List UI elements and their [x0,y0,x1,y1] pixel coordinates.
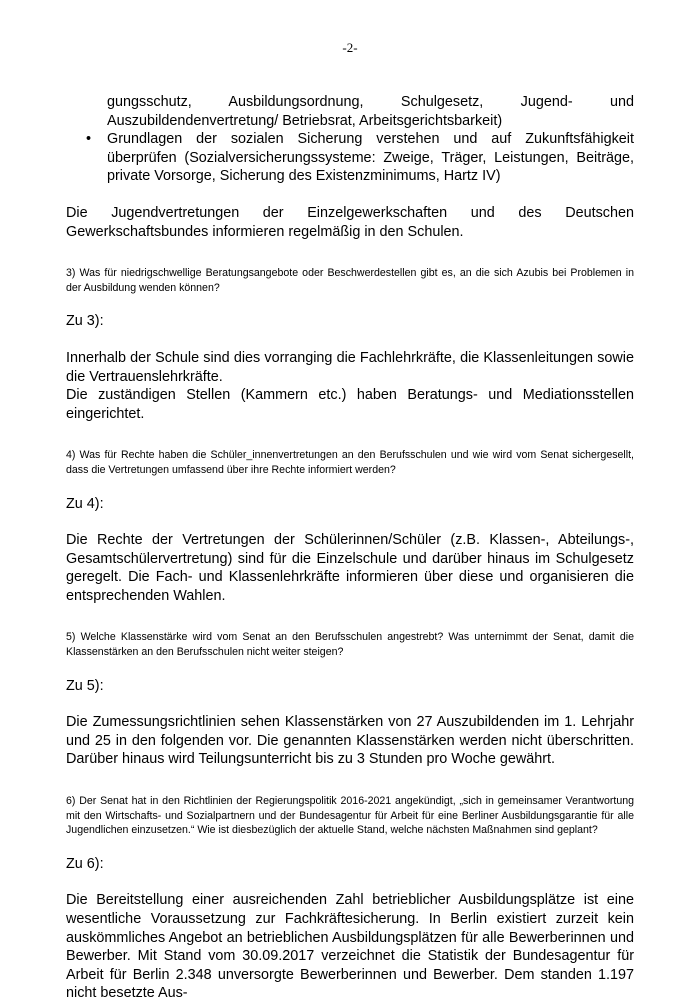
document-body [66,93,634,1003]
answer-heading-3: Zu 3): [66,313,104,330]
answer-heading-5: Zu 5): [66,677,104,694]
question-3: 3) Was für niedrigschwellige Beratungsangebote oder Beschwerdestellen gibt es, an die sich Azubis bei Problemen in der Ausbildung wenden können? [66,267,634,294]
page-number: -2- [342,40,358,55]
question-6: 6) Der Senat hat in den Richtlinien der Regierungspolitik 2016-2021 angekündigt, „sich in gemeinsamer Verantwortung mit den Wirtschafts- und Sozialpartnern und der Bundesagentur für Arbeit für eine Berliner Ausbildungsgarantie für alle Jugendlichen einzusetzen.“ Wie ist diesbezüglich der aktuelle Stand, welche nächsten Maßnahmen sind geplant? [66,795,634,837]
answer-4-paragraph: Die Rechte der Vertretungen der Schülerinnen/Schüler (z.B. Klassen-, Abteilungs-, Gesamtschülervertretung) sind für die Einzelschule und darüber hinaus im Schulgesetz geregelt. Die Fach- und Klassenlehrkräfte informieren über diese und organisieren die entsprechenden Wahlen. [66,532,634,604]
list-continuation: gungsschutz, Ausbildungsordnung, Schulgesetz, Jugend- und Auszubildendenvertretung/ Betriebsrat, Arbeitsgerichtsbarkeit) [107,94,634,129]
question-5: 5) Welche Klassenstärke wird vom Senat an den Berufsschulen angestrebt? Was unternimmt der Senat, damit die Klassenstärken an den Berufsschulen nicht weiter steigen? [66,631,634,659]
answer-5-paragraph: Die Zumessungsrichtlinien sehen Klassenstärken von 27 Auszubildenden im 1. Lehrjahr und 25 in den folgenden vor. Die genannten Klassenstärken werden nicht überschritten. Darüber hinaus wird Teilungsunterricht bis zu 3 Stunden pro Woche gewährt. [66,714,634,768]
answer-3-paragraph-1: Innerhalb der Schule sind dies vorranging die Fachlehrkräfte, die Klassenleitungen sowie die Vertrauenslehrkräfte. [66,349,634,385]
bullet-icon: • [86,131,92,148]
answer-heading-4: Zu 4): [66,495,104,512]
bullet-item [66,130,634,186]
bullet-item-text: Grundlagen der sozialen Sicherung verstehen und auf Zukunftsfähigkeit überprüfen (Sozialversicherungssysteme: Zweige, Träger, Leistungen, Beiträge, private Vorsorge, Sicherung des Existenzminimums, Hartz IV) [107,131,634,185]
answer-6-paragraph: Die Bereitstellung einer ausreichenden Zahl betrieblicher Ausbildungsplätze ist eine wesentliche Voraussetzung zur Fachkräftesicherung. In Berlin existiert zurzeit kein auskömmliches Angebot an betrieblichen Ausbildungsplätzen für alle Bewerberinnen und Bewerber. Mit Stand vom 30.09.2017 verzeichnet die Statistik der Bundesagentur für Arbeit für Berlin 2.348 unversorgte Bewerberinnen und Bewerber. Dem standen 1.197 nicht besetzte Aus- [66,892,634,1002]
answer-3-paragraph-2: Die zuständigen Stellen (Kammern etc.) haben Beratungs- und Mediationsstellen eingerichtet. [66,387,634,422]
intro-paragraph: Die Jugendvertretungen der Einzelgewerkschaften und des Deutschen Gewerkschaftsbundes informieren regelmäßig in den Schulen. [66,204,634,240]
answer-heading-6: Zu 6): [66,855,104,872]
question-4: 4) Was für Rechte haben die Schüler_innenvertretungen an den Berufsschulen und wie wird vom Senat sichergesellt, dass die Vertretungen umfassend über ihre Rechte informiert werden? [66,449,634,476]
